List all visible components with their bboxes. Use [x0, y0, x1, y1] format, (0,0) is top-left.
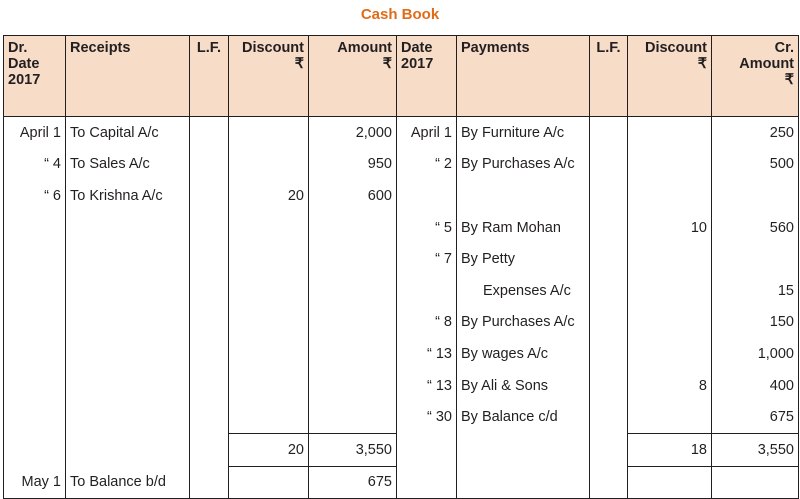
receipt-particulars [66, 370, 190, 402]
payment-particulars: By Ali & Sons [457, 370, 590, 402]
table-row [4, 275, 799, 307]
receipt-lf [190, 338, 229, 370]
receipt-particulars [66, 338, 190, 370]
payment-lf [590, 307, 628, 339]
payment-particulars [457, 180, 590, 212]
payment-date: “ 13 [397, 370, 457, 402]
receipt-discount [229, 370, 309, 402]
payment-discount [628, 338, 712, 370]
payment-discount [628, 275, 712, 307]
receipt-discount [229, 149, 309, 181]
receipt-discount: 20 [229, 180, 309, 212]
table-row [4, 149, 799, 181]
cash-book-table [3, 35, 799, 499]
receipt-lf [190, 275, 229, 307]
totals-row [4, 433, 799, 466]
col-date-payments: Date 2017 [397, 36, 457, 117]
receipt-date [4, 243, 66, 275]
payment-date: “ 8 [397, 307, 457, 339]
payment-amount: 15 [712, 275, 799, 307]
table-row [4, 338, 799, 370]
receipt-lf [190, 307, 229, 339]
receipt-date: April 1 [4, 117, 66, 149]
receipt-amount [309, 401, 397, 433]
table-row [4, 180, 799, 212]
receipt-discount [229, 466, 309, 499]
receipt-lf [190, 243, 229, 275]
table-row [4, 243, 799, 275]
receipt-date [4, 433, 66, 466]
payment-lf [590, 212, 628, 244]
payment-amount: 560 [712, 212, 799, 244]
col-discount-receipts: Discount ₹ [229, 36, 309, 117]
payment-amount: 675 [712, 401, 799, 433]
payment-date: “ 13 [397, 338, 457, 370]
receipt-amount: 675 [309, 466, 397, 499]
payment-date [397, 275, 457, 307]
payment-particulars: By wages A/c [457, 338, 590, 370]
payment-lf [590, 275, 628, 307]
payment-discount [628, 307, 712, 339]
payment-particulars [457, 433, 590, 466]
payment-lf [590, 180, 628, 212]
closing-balance-row [4, 466, 799, 499]
payment-particulars [457, 466, 590, 499]
col-lf-payments: L.F. [590, 36, 628, 117]
payment-discount [628, 117, 712, 149]
receipt-date: “ 6 [4, 180, 66, 212]
payment-particulars: By Purchases A/c [457, 149, 590, 181]
payment-date: “ 30 [397, 401, 457, 433]
payment-lf [590, 370, 628, 402]
payment-lf [590, 149, 628, 181]
payment-lf [590, 433, 628, 466]
payment-particulars: Expenses A/c [457, 275, 590, 307]
payment-date: “ 2 [397, 149, 457, 181]
payment-lf [590, 117, 628, 149]
payment-date [397, 180, 457, 212]
receipt-amount [309, 275, 397, 307]
payment-discount [628, 466, 712, 499]
receipt-amount: 600 [309, 180, 397, 212]
receipt-lf [190, 466, 229, 499]
payment-amount [712, 466, 799, 499]
receipt-lf [190, 401, 229, 433]
payment-amount: 1,000 [712, 338, 799, 370]
receipt-particulars [66, 401, 190, 433]
payment-date: “ 7 [397, 243, 457, 275]
receipt-discount [229, 212, 309, 244]
payment-discount: 8 [628, 370, 712, 402]
receipt-discount [229, 243, 309, 275]
payment-date [397, 466, 457, 499]
col-amount-receipts: Amount ₹ [309, 36, 397, 117]
receipt-particulars: To Balance b/d [66, 466, 190, 499]
receipt-lf [190, 370, 229, 402]
receipt-amount: 950 [309, 149, 397, 181]
payment-particulars: By Purchases A/c [457, 307, 590, 339]
receipt-discount [229, 275, 309, 307]
receipt-date [4, 401, 66, 433]
payment-discount-total: 18 [628, 433, 712, 466]
payment-date [397, 433, 457, 466]
receipt-date [4, 338, 66, 370]
receipt-date [4, 212, 66, 244]
payment-lf [590, 243, 628, 275]
receipt-particulars [66, 212, 190, 244]
receipt-amount [309, 243, 397, 275]
col-lf-receipts: L.F. [190, 36, 229, 117]
receipt-particulars: To Sales A/c [66, 149, 190, 181]
receipt-date [4, 275, 66, 307]
receipt-particulars [66, 433, 190, 466]
receipt-particulars [66, 275, 190, 307]
receipt-amount [309, 212, 397, 244]
receipt-date: May 1 [4, 466, 66, 499]
payment-date: April 1 [397, 117, 457, 149]
payment-discount [628, 401, 712, 433]
receipt-discount [229, 117, 309, 149]
payment-particulars: By Furniture A/c [457, 117, 590, 149]
payment-discount [628, 149, 712, 181]
header-row [4, 36, 799, 117]
receipt-particulars: To Krishna A/c [66, 180, 190, 212]
col-payments: Payments [457, 36, 590, 117]
receipt-particulars [66, 243, 190, 275]
table-row [4, 117, 799, 149]
payment-lf [590, 401, 628, 433]
receipt-discount [229, 307, 309, 339]
receipt-lf [190, 180, 229, 212]
table-row [4, 401, 799, 433]
receipt-particulars [66, 307, 190, 339]
payment-amount [712, 180, 799, 212]
receipt-amount: 2,000 [309, 117, 397, 149]
receipt-discount [229, 338, 309, 370]
receipt-lf [190, 433, 229, 466]
payment-lf [590, 338, 628, 370]
receipt-lf [190, 212, 229, 244]
payment-amount [712, 243, 799, 275]
receipt-amount [309, 307, 397, 339]
payment-amount: 150 [712, 307, 799, 339]
payment-discount [628, 243, 712, 275]
table-row [4, 212, 799, 244]
receipt-discount-total: 20 [229, 433, 309, 466]
receipt-date [4, 307, 66, 339]
table-row [4, 370, 799, 402]
payment-amount-total: 3,550 [712, 433, 799, 466]
payment-particulars: By Petty [457, 243, 590, 275]
receipt-particulars: To Capital A/c [66, 117, 190, 149]
receipt-lf [190, 149, 229, 181]
payment-date: “ 5 [397, 212, 457, 244]
payment-particulars: By Ram Mohan [457, 212, 590, 244]
col-dr-date: Dr. Date 2017 [4, 36, 66, 117]
payment-discount [628, 180, 712, 212]
col-receipts: Receipts [66, 36, 190, 117]
payment-particulars: By Balance c/d [457, 401, 590, 433]
payment-amount: 400 [712, 370, 799, 402]
table-row [4, 307, 799, 339]
receipt-amount [309, 370, 397, 402]
receipt-discount [229, 401, 309, 433]
receipt-amount [309, 338, 397, 370]
payment-amount: 500 [712, 149, 799, 181]
col-cr-amount: Cr. Amount ₹ [712, 36, 799, 117]
payment-amount: 250 [712, 117, 799, 149]
payment-discount: 10 [628, 212, 712, 244]
receipt-date [4, 370, 66, 402]
payment-lf [590, 466, 628, 499]
receipt-amount-total: 3,550 [309, 433, 397, 466]
col-discount-payments: Discount ₹ [628, 36, 712, 117]
page-title: Cash Book [360, 6, 440, 23]
receipt-date: “ 4 [4, 149, 66, 181]
receipt-lf [190, 117, 229, 149]
